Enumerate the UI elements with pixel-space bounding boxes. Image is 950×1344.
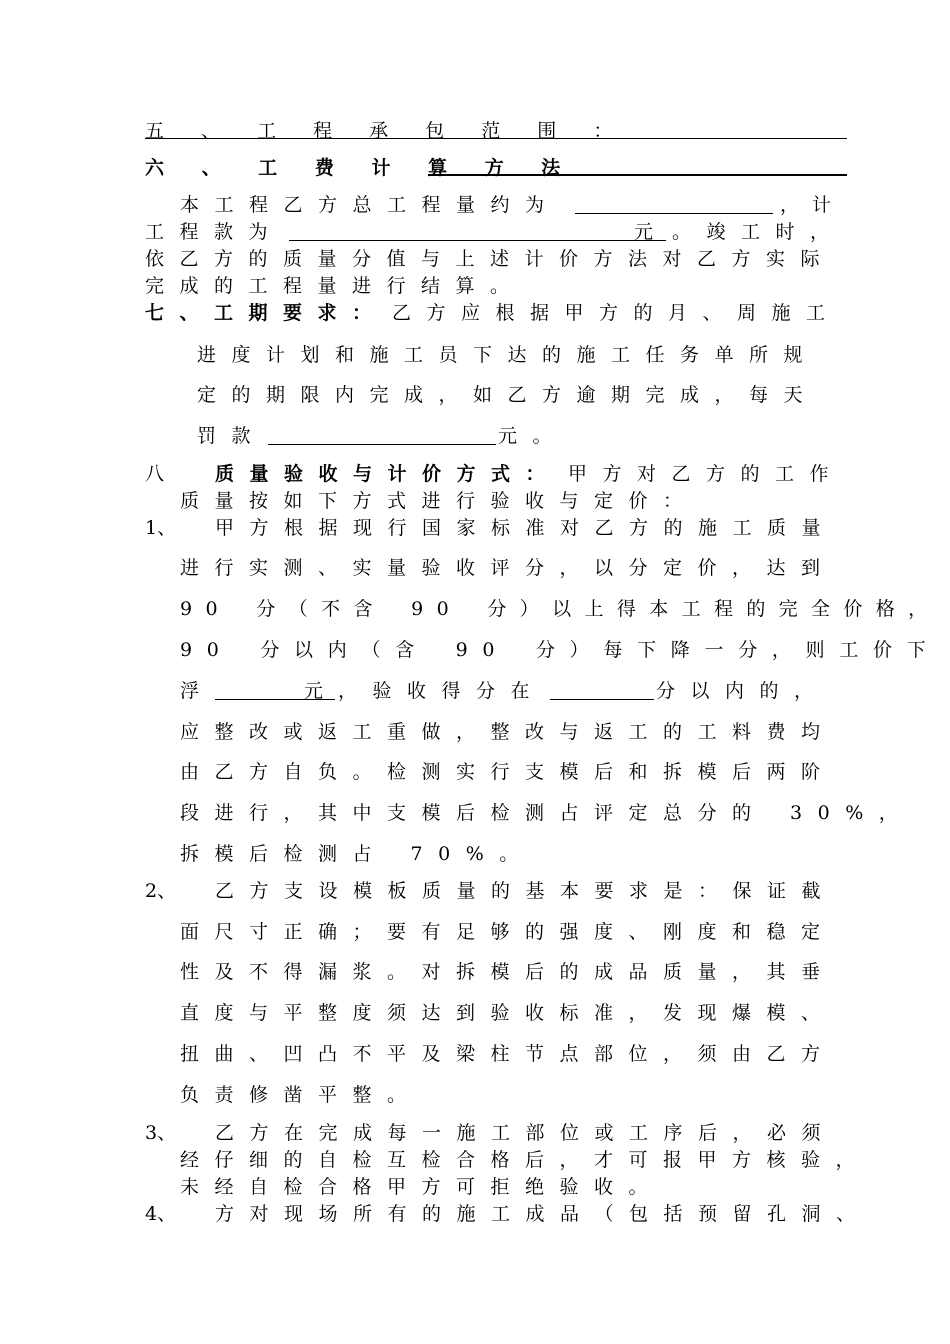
item3-line1: 乙方在完成每一施工部位或工序后，必须 — [215, 1122, 837, 1144]
item1-line7: 由乙方自负。检测实行支模后和拆模后两阶 — [180, 761, 836, 783]
section7-line3: 定的期限内完成，如乙方逾期完成，每天 — [197, 384, 819, 406]
section8-num: 八 — [145, 463, 165, 485]
s6-line2a: 工程款为 — [145, 221, 284, 243]
item3-line2: 经仔细的自检互检合格后，才可报甲方核验， — [180, 1149, 871, 1171]
item3-num: 3、 — [145, 1122, 177, 1144]
item1-line2: 进行实测、实量验收评分，以分定价，达到 — [180, 557, 836, 579]
item1-line6: 应整改或返工重做，整改与返工的工料费均 — [180, 721, 836, 743]
item1-line4: 90 分以内（含 90 分）每下降一分，则工价下 — [180, 639, 941, 661]
s6-yuan: 元 — [634, 221, 654, 243]
item1-line5c: ，验收得分在 — [338, 680, 546, 702]
section5-title: 五 、 工 程 承 包 范 围 ： — [145, 120, 628, 142]
item1-line3: 90 分（不含 90 分）以上得本工程的完全价格， — [180, 598, 941, 620]
section7-line2: 进度计划和施工员下达的施工任务单所规 — [197, 344, 819, 366]
section8-line1: 甲方对乙方的工作 — [568, 463, 845, 485]
s6-blank-quantity — [575, 213, 773, 214]
item4-num: 4、 — [145, 1203, 177, 1225]
s6-ji: 计 — [812, 194, 832, 216]
s6-line2c: 。竣工时， — [672, 221, 845, 243]
item1-line1: 甲方根据现行国家标准对乙方的施工质量 — [215, 517, 837, 539]
item4-line1: 方对现场所有的施工成品（包括预留孔洞、 — [215, 1203, 871, 1225]
section5-underline — [145, 138, 847, 139]
item2-line6: 负责修凿平整。 — [180, 1084, 422, 1106]
section7-head: 七、工期要求： — [145, 302, 387, 324]
s6-line4: 完成的工程量进行结算。 — [145, 275, 525, 297]
item2-line1: 乙方支设模板质量的基本要求是：保证截 — [215, 880, 837, 902]
section7-line4a: 罚款 — [197, 425, 267, 447]
section7-line1: 乙方应根据甲方的月、周施工 — [392, 302, 841, 324]
section6-title: 六 、 工 费 计 算 方 法 — [145, 157, 576, 179]
s6-text: 本工程乙方总工程量约为 — [180, 194, 560, 216]
item2-line5: 扭曲、凹凸不平及梁柱节点部位，须由乙方 — [180, 1043, 836, 1065]
item1-line5-yuan: 元 — [304, 680, 324, 702]
s6-line3: 依乙方的质量分值与上述计价方法对乙方实际 — [145, 248, 836, 270]
section6-blank — [428, 174, 847, 176]
item1-line9: 拆模后检测占 70%。 — [180, 843, 534, 865]
section8-line2: 质量按如下方式进行验收与定价： — [180, 490, 698, 512]
item2-line2: 面尺寸正确；要有足够的强度、刚度和稳定 — [180, 921, 836, 943]
item1-line5a: 浮 — [180, 680, 200, 702]
s6-blank-amount — [289, 240, 666, 241]
item1-blank-score — [550, 699, 654, 700]
item1-num: 1、 — [145, 517, 177, 539]
item2-num: 2、 — [145, 880, 177, 902]
section8-head: 质量验收与计价方式： — [215, 463, 561, 485]
section7-line4b: 元。 — [498, 425, 568, 447]
s6-line1 — [180, 193, 560, 217]
section7-blank-penalty — [268, 444, 496, 445]
item3-line3: 未经自检合格甲方可拒绝验收。 — [180, 1176, 664, 1198]
item2-line4: 直度与平整度须达到验收标准，发现爆模、 — [180, 1002, 836, 1024]
item1-line5d: 分以内的， — [656, 680, 829, 702]
item1-line8: 段进行，其中支模后检测占评定总分的 30%， — [180, 802, 914, 824]
s6-comma: ， — [780, 194, 800, 216]
item2-line3: 性及不得漏浆。对拆模后的成品质量，其垂 — [180, 961, 836, 983]
